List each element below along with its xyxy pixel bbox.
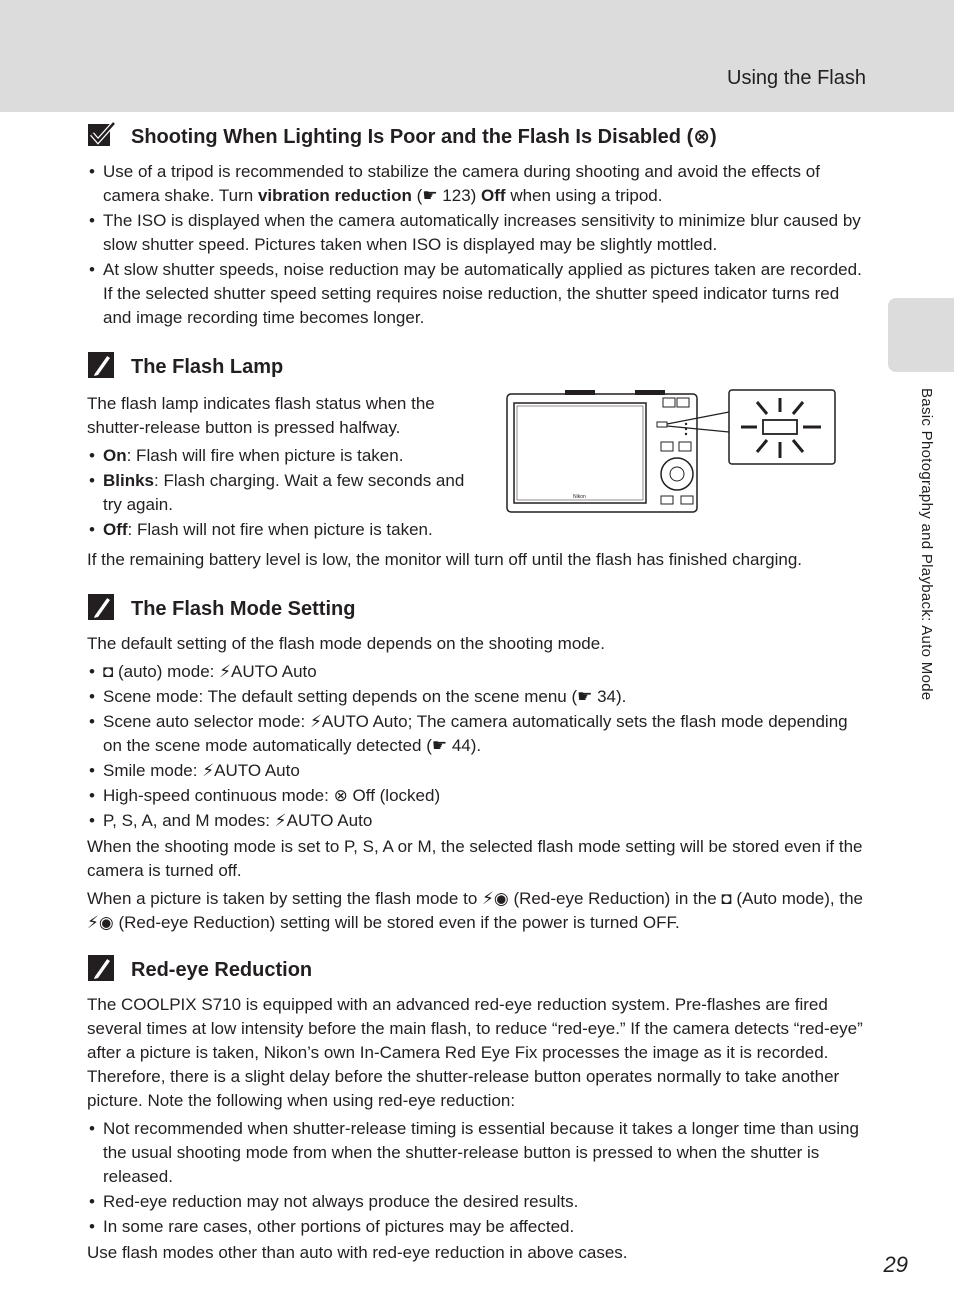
section-heading-poor-lighting — [87, 120, 867, 154]
section-heading-flash-lamp — [87, 350, 867, 384]
list-item: • P, S, A, and M modes: ⚡AUTO Auto — [87, 809, 867, 833]
list-item: • Blinks: Flash charging. Wait a few seconds and try again. — [87, 469, 487, 517]
paragraph: The COOLPIX S710 is equipped with an advanced red-eye reduction system. Pre-flashes are fired several times at low intensity before the main flash, to reduce “red-eye.” If the camera detects “red-eye” after a picture is taken, Nikon’s own In-Camera Red Eye Fix processes the image as it is recorded. Therefore, there is a slight delay before the shutter-release button operates normally to take another picture. Note the following when using red-eye reduction: — [87, 995, 863, 1110]
list-item: • Use of a tripod is recommended to stabilize the camera during shooting and avoid the effects of camera shake. Turn vibration reduction (☛ 123) Off when using a tripod. — [87, 160, 867, 208]
page-header-title: Using the Flash — [727, 67, 866, 89]
flash-lamp-area — [87, 390, 867, 546]
page-number: 29 — [883, 1252, 908, 1277]
list-item: • The ISO is displayed when the camera automatically increases sensitivity to minimize blur caused by slow shutter speed. Pictures taken when ISO is displayed may be slightly mottled. — [87, 209, 867, 257]
note-pencil-icon — [87, 593, 117, 621]
note-pencil-icon — [87, 954, 117, 982]
section-heading-flash-mode — [87, 592, 867, 626]
camera-flash-lamp-illustration — [505, 386, 839, 516]
checkmark-icon — [87, 121, 117, 149]
section-title: The Flash Mode Setting — [131, 598, 356, 620]
list-item: • At slow shutter speeds, noise reduction may be automatically applied as pictures taken are recorded. If the selected shutter speed setting requires noise reduction, the shutter speed indicator turns red and image recording time becomes longer. — [87, 258, 867, 330]
bullet-list — [87, 1117, 867, 1239]
paragraph: The default setting of the flash mode depends on the shooting mode. — [87, 634, 605, 653]
list-item: • Off: Flash will not fire when picture is taken. — [87, 518, 487, 542]
paragraph: Use flash modes other than auto with red-eye reduction in above cases. — [87, 1243, 628, 1262]
bullet-list — [87, 660, 867, 833]
paragraph: The flash lamp indicates flash status when the shutter-release button is pressed halfway. — [87, 394, 435, 437]
list-item: • Not recommended when shutter-release timing is essential because it takes a longer time than using the usual shooting mode from when the shutter-release button is pressed to when the shutter is released. — [87, 1117, 867, 1189]
list-item: • Red-eye reduction may not always produce the desired results. — [87, 1190, 867, 1214]
bullet-list — [87, 444, 487, 542]
section-title: The Flash Lamp — [131, 356, 284, 378]
page-content — [87, 120, 867, 1269]
paragraph-battery-note: If the remaining battery level is low, the monitor will turn off until the flash has finished charging. — [87, 550, 803, 569]
list-item: • Scene mode: The default setting depends on the scene menu (☛ 34). — [87, 685, 867, 709]
list-item: • High-speed continuous mode: ⊗ Off (locked) — [87, 784, 867, 808]
section-heading-red-eye — [87, 953, 867, 987]
list-item: • ◘ (auto) mode: ⚡AUTO Auto — [87, 660, 867, 684]
camera-brand-label: Nikon — [573, 494, 586, 500]
side-tab-label: Basic Photography and Playback: Auto Mode — [918, 388, 935, 701]
note-pencil-icon — [87, 351, 117, 379]
bullet-list — [87, 160, 867, 330]
side-tab — [888, 298, 954, 372]
paragraph: When the shooting mode is set to P, S, A or M, the selected flash mode setting will be stored even if the camera is turned off. — [87, 837, 863, 880]
flash-lamp-text — [87, 390, 487, 543]
list-item: • Scene auto selector mode: ⚡AUTO Auto; The camera automatically sets the flash mode depending on the scene mode automatically detected (☛ 44). — [87, 710, 867, 758]
list-item: • Smile mode: ⚡AUTO Auto — [87, 759, 867, 783]
header-band — [0, 0, 954, 112]
list-item: • In some rare cases, other portions of pictures may be affected. — [87, 1215, 867, 1239]
section-title: Red-eye Reduction — [131, 959, 313, 981]
list-item: • On: Flash will fire when picture is taken. — [87, 444, 487, 468]
paragraph: When a picture is taken by setting the flash mode to ⚡◉ (Red-eye Reduction) in the ◘ (Auto mode), the ⚡◉ (Red-eye Reduction) setting will be stored even if the power is turned OFF. — [87, 889, 863, 932]
section-title: Shooting When Lighting Is Poor and the Flash Is Disabled (⊗) — [131, 126, 717, 148]
